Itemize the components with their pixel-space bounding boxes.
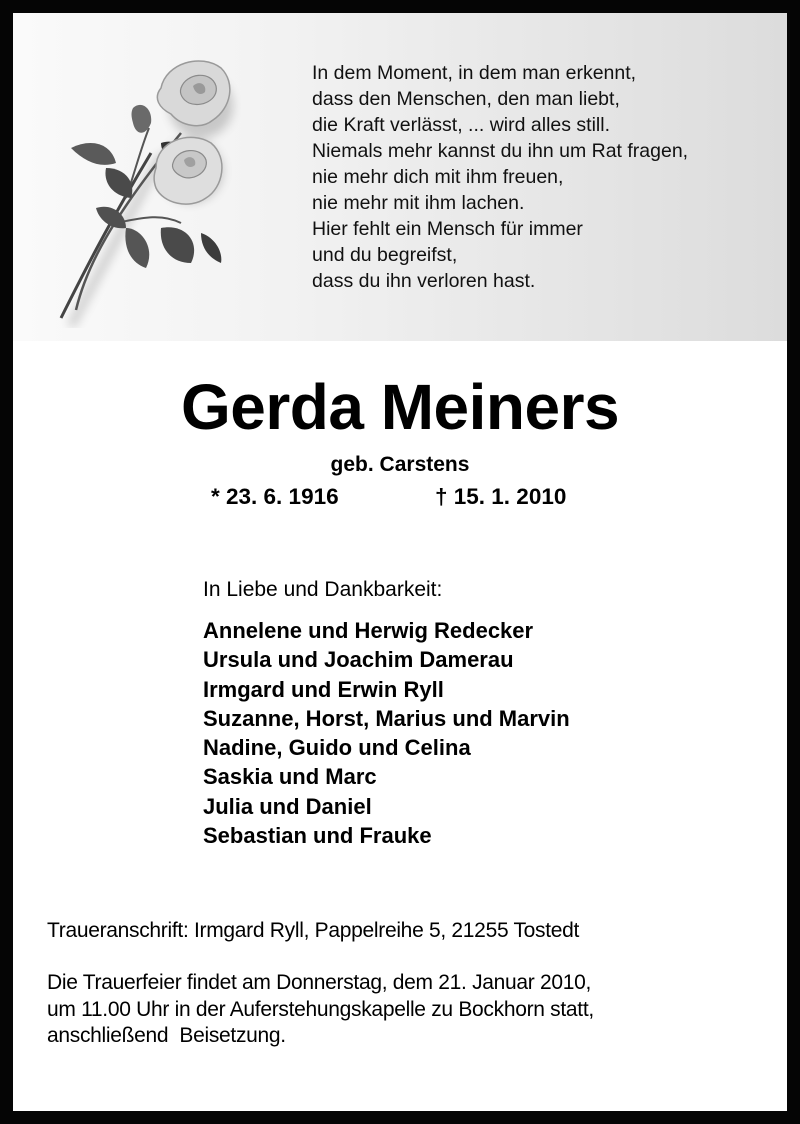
birth-date: * 23. 6. 1916 bbox=[211, 484, 339, 509]
mourning-address: Traueranschrift: Irmgard Ryll, Pappelreihe 5, 21255 Tostedt bbox=[47, 919, 580, 942]
service-line: um 11.00 Uhr in der Auferstehungskapelle zu Bockhorn statt, bbox=[47, 997, 594, 1021]
poem-line: dass du ihn verloren hast. bbox=[312, 270, 536, 292]
mourner-entry: Annelene und Herwig Redecker bbox=[203, 618, 534, 643]
funeral-service-info bbox=[47, 970, 594, 1050]
poem-line: Hier fehlt ein Mensch für immer bbox=[312, 218, 583, 240]
mourner-entry: Suzanne, Horst, Marius und Marvin bbox=[203, 705, 570, 731]
poem-line: In dem Moment, in dem man erkennt, bbox=[312, 62, 637, 84]
poem-line: dass den Menschen, den man liebt, bbox=[312, 88, 620, 110]
service-line: anschließend Beisetzung. bbox=[47, 1024, 286, 1047]
rose-icon bbox=[41, 48, 241, 328]
poem-line: und du begreifst, bbox=[312, 244, 458, 266]
poem bbox=[312, 60, 688, 294]
mourner-entry: Ursula und Joachim Damerau bbox=[203, 647, 514, 673]
death-date: † 15. 1. 2010 bbox=[435, 484, 567, 509]
obituary-notice bbox=[13, 13, 787, 1111]
mourners-list bbox=[203, 616, 570, 850]
poem-line: Niemals mehr kannst du ihn um Rat fragen, bbox=[312, 140, 689, 162]
mourner-entry: Julia und Daniel bbox=[203, 793, 372, 819]
mourner-entry: Irmgard und Erwin Ryll bbox=[203, 676, 444, 702]
service-line: Die Trauerfeier findet am Donnerstag, dem 21. Januar 2010, bbox=[47, 971, 592, 994]
poem-line: nie mehr dich mit ihm freuen, bbox=[312, 166, 564, 188]
header-band bbox=[13, 13, 787, 341]
mourner-entry: Nadine, Guido und Celina bbox=[203, 735, 471, 761]
mourner-entry: Sebastian und Frauke bbox=[203, 823, 432, 849]
maiden-name: geb. Carstens bbox=[330, 453, 470, 476]
poem-line: nie mehr mit ihm lachen. bbox=[312, 192, 525, 214]
poem-line: die Kraft verlässt, ... wird alles still. bbox=[312, 114, 611, 136]
deceased-name: Gerda Meiners bbox=[180, 371, 620, 443]
thanks-heading: In Liebe und Dankbarkeit: bbox=[203, 578, 443, 601]
mourner-entry: Saskia und Marc bbox=[203, 764, 377, 790]
